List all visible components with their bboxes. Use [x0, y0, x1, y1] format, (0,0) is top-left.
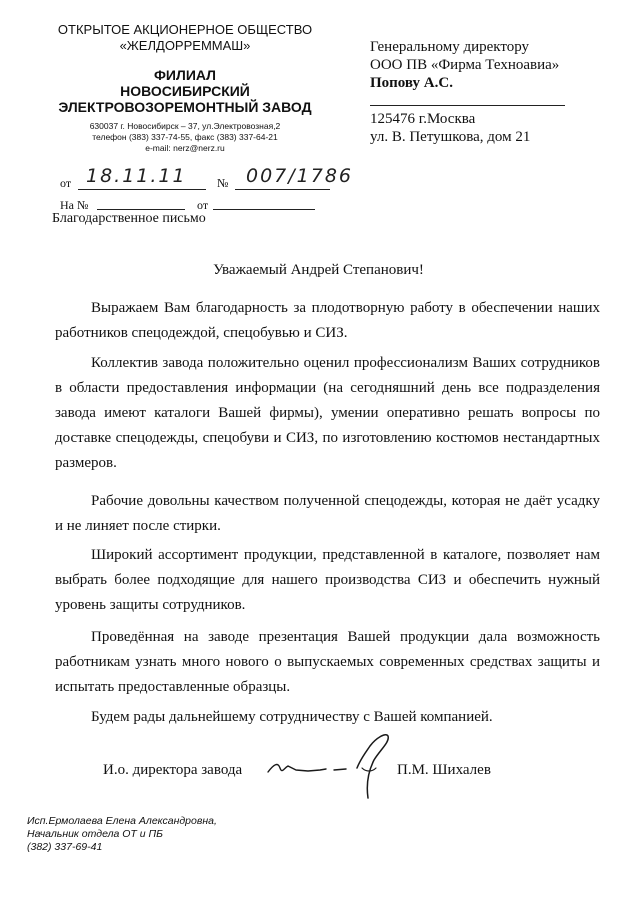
body-paragraph-2: Коллектив завода положительно оценил профессионализм Ваших сотрудников в области предоставления информации (на сегодняшний день все подразделения завода имеют каталоги Вашей фирмы), умении оперативно решать вопросы по доставке спецодежды, спецобуви и СИЗ, по изготовлению костюмов нестандартных размеров.	[55, 355, 600, 471]
body-paragraph-6: Будем рады дальнейшему сотрудничеству с Вашей компанией.	[91, 709, 493, 725]
letterhead-address: 630037 г. Новосибирск – 37, ул.Электровозная,2	[89, 121, 281, 131]
greeting: Уважаемый Андрей Степанович!	[213, 262, 424, 278]
number-underline	[235, 189, 330, 190]
recipient-line2: ООО ПВ «Фирма Техноавиа»	[370, 57, 560, 73]
body-paragraph-4: Широкий ассортимент продукции, представленной в каталоге, позволяет нам выбрать более подходящие для нашего производства СИЗ и обеспечить нужный уровень защиты сотрудников.	[55, 547, 600, 613]
branch-name	[40, 67, 330, 115]
letterhead-phones: телефон (383) 337-74-55, факс (383) 337-64-21	[92, 132, 278, 142]
outgoing-number: 007/1786	[246, 165, 354, 187]
body-paragraph-1: Выражаем Вам благодарность за плодотворную работу в обеспечении наших работников спецодеждой, спецобувью и СИЗ.	[55, 300, 600, 341]
body-paragraph-5: Проведённая на заводе презентация Вашей продукции дала возможность работникам узнать много нового о выпускаемых современных средствах защиты и испытать предоставленные образцы.	[55, 629, 600, 695]
executor-name: Исп.Ермолаева Елена Александровна,	[27, 815, 217, 827]
letterhead-email: e-mail: nerz@nerz.ru	[145, 143, 225, 153]
handwritten-signature	[262, 728, 392, 803]
date-underline	[78, 189, 206, 190]
body-paragraph-3: Рабочие довольны качеством полученной спецодежды, которая не даёт усадку и не линяет после стирки.	[55, 493, 600, 534]
from-label: от	[60, 176, 72, 190]
reply-from-label: от	[197, 198, 209, 212]
reply-from-underline	[213, 209, 315, 210]
recipient-address1: 125476 г.Москва	[370, 111, 476, 127]
branch-line1: ФИЛИАЛ	[153, 67, 216, 83]
number-label: №	[217, 176, 229, 190]
company-name-line1: ОТКРЫТОЕ АКЦИОНЕРНОЕ ОБЩЕСТВО	[57, 22, 313, 37]
signatory-position: И.о. директора завода	[103, 762, 243, 778]
signatory-name: П.М. Шихалев	[397, 762, 491, 778]
executor-phone: (382) 337-69-41	[27, 841, 103, 853]
recipient-name: Попову А.С.	[370, 75, 453, 91]
branch-line3: ЭЛЕКТРОВОЗОРЕМОНТНЫЙ ЗАВОД	[58, 99, 312, 115]
executor-title: Начальник отдела ОТ и ПБ	[27, 828, 163, 840]
outgoing-date: 18.11.11	[86, 165, 187, 187]
branch-line2: НОВОСИБИРСКИЙ	[120, 83, 250, 99]
company-name-line2: «ЖЕЛДОРРЕММАШ»	[119, 38, 251, 53]
recipient-address2: ул. В. Петушкова, дом 21	[370, 129, 531, 145]
recipient-line1: Генеральному директору	[370, 39, 530, 55]
recipient-divider	[370, 105, 565, 106]
reply-number-label: На №	[60, 198, 89, 212]
subject-line: Благодарственное письмо	[52, 211, 206, 226]
reply-number-underline	[97, 209, 185, 210]
